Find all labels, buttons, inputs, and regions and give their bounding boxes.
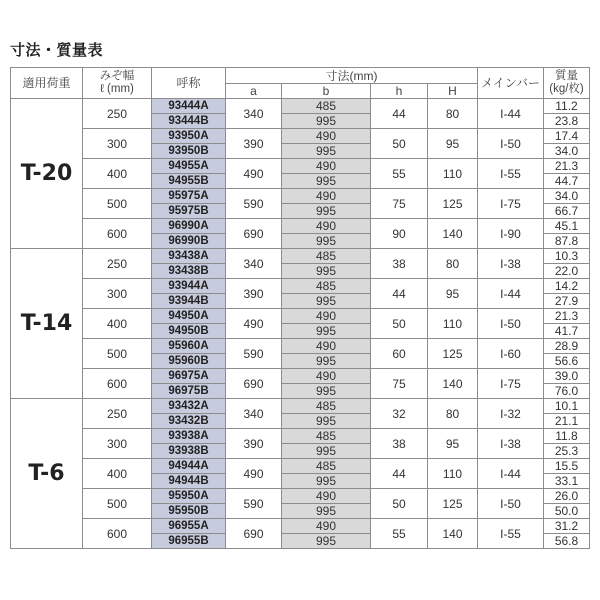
main-bar: I-50 (478, 129, 544, 159)
main-bar: I-55 (478, 519, 544, 549)
header-mass-line1: 質量 (555, 70, 578, 82)
main-bar: I-38 (478, 249, 544, 279)
product-code: 96955B (152, 534, 226, 549)
main-bar: I-50 (478, 489, 544, 519)
table-row (11, 129, 590, 144)
main-bar: I-44 (478, 279, 544, 309)
dim-a: 340 (226, 99, 282, 129)
dim-b: 490 (282, 369, 371, 384)
mass-value: 17.4 (544, 129, 590, 144)
dim-a: 490 (226, 459, 282, 489)
groove-width: 300 (83, 279, 152, 309)
dim-b: 485 (282, 459, 371, 474)
mass-value: 41.7 (544, 324, 590, 339)
groove-width: 600 (83, 519, 152, 549)
mass-value: 23.8 (544, 114, 590, 129)
dim-b: 995 (282, 534, 371, 549)
dim-b: 490 (282, 489, 371, 504)
dim-h: 75 (371, 369, 428, 399)
groove-width: 500 (83, 489, 152, 519)
header-a: a (226, 84, 282, 99)
main-bar: I-75 (478, 369, 544, 399)
header-width-line1: みぞ幅 (99, 70, 135, 82)
product-code: 94944B (152, 474, 226, 489)
groove-width: 300 (83, 429, 152, 459)
mass-value: 31.2 (544, 519, 590, 534)
dim-h: 55 (371, 519, 428, 549)
table-row (11, 249, 590, 264)
mass-value: 45.1 (544, 219, 590, 234)
groove-width: 600 (83, 369, 152, 399)
dim-H: 80 (428, 99, 478, 129)
dim-a: 590 (226, 189, 282, 219)
main-bar: I-90 (478, 219, 544, 249)
groove-width: 400 (83, 159, 152, 189)
dim-b: 995 (282, 354, 371, 369)
mass-value: 26.0 (544, 489, 590, 504)
dim-h: 90 (371, 219, 428, 249)
mass-value: 14.2 (544, 279, 590, 294)
dim-h: 44 (371, 459, 428, 489)
mass-value: 21.1 (544, 414, 590, 429)
dim-H: 125 (428, 489, 478, 519)
dim-H: 110 (428, 309, 478, 339)
mass-value: 66.7 (544, 204, 590, 219)
product-code: 94950B (152, 324, 226, 339)
product-code: 96975B (152, 384, 226, 399)
dim-H: 95 (428, 429, 478, 459)
main-bar: I-55 (478, 159, 544, 189)
mass-value: 34.0 (544, 189, 590, 204)
groove-width: 250 (83, 249, 152, 279)
dim-H: 140 (428, 519, 478, 549)
table-row (11, 489, 590, 504)
table-row (11, 369, 590, 384)
dim-b: 490 (282, 159, 371, 174)
mass-value: 87.8 (544, 234, 590, 249)
dim-H: 140 (428, 369, 478, 399)
dim-b: 995 (282, 444, 371, 459)
dim-a: 340 (226, 399, 282, 429)
product-code: 95975B (152, 204, 226, 219)
dim-b: 995 (282, 294, 371, 309)
product-code: 96955A (152, 519, 226, 534)
main-bar: I-44 (478, 459, 544, 489)
product-code: 93938A (152, 429, 226, 444)
dim-b: 490 (282, 189, 371, 204)
dim-b: 485 (282, 279, 371, 294)
dim-H: 95 (428, 279, 478, 309)
dim-a: 390 (226, 279, 282, 309)
mass-value: 25.3 (544, 444, 590, 459)
table-row (11, 459, 590, 474)
product-code: 96975A (152, 369, 226, 384)
dim-h: 50 (371, 489, 428, 519)
mass-value: 50.0 (544, 504, 590, 519)
dim-b: 995 (282, 264, 371, 279)
dim-H: 110 (428, 459, 478, 489)
dim-b: 490 (282, 519, 371, 534)
groove-width: 300 (83, 129, 152, 159)
dim-h: 50 (371, 129, 428, 159)
mass-value: 27.9 (544, 294, 590, 309)
main-bar: I-32 (478, 399, 544, 429)
dim-b: 490 (282, 219, 371, 234)
dim-b: 995 (282, 504, 371, 519)
dim-a: 590 (226, 489, 282, 519)
table-row (11, 519, 590, 534)
table-body (11, 99, 590, 549)
product-code: 93438A (152, 249, 226, 264)
dim-a: 390 (226, 429, 282, 459)
product-code: 95960B (152, 354, 226, 369)
dim-b: 490 (282, 339, 371, 354)
dim-h: 60 (371, 339, 428, 369)
groove-width: 500 (83, 339, 152, 369)
dimension-mass-table (10, 67, 590, 549)
product-code: 93950A (152, 129, 226, 144)
groove-width: 400 (83, 309, 152, 339)
dim-b: 995 (282, 324, 371, 339)
dim-b: 485 (282, 99, 371, 114)
product-code: 95960A (152, 339, 226, 354)
dim-h: 38 (371, 249, 428, 279)
header-width (83, 68, 152, 99)
main-bar: I-60 (478, 339, 544, 369)
dim-H: 80 (428, 399, 478, 429)
product-code: 94950A (152, 309, 226, 324)
dim-h: 75 (371, 189, 428, 219)
main-bar: I-44 (478, 99, 544, 129)
mass-value: 39.0 (544, 369, 590, 384)
groove-width: 250 (83, 399, 152, 429)
dim-H: 125 (428, 189, 478, 219)
groove-width: 400 (83, 459, 152, 489)
header-width-line2: ℓ (mm) (100, 83, 134, 95)
dim-b: 995 (282, 384, 371, 399)
product-code: 94944A (152, 459, 226, 474)
product-code: 95950A (152, 489, 226, 504)
dim-a: 340 (226, 249, 282, 279)
groove-width: 250 (83, 99, 152, 129)
dim-H: 110 (428, 159, 478, 189)
dim-H: 80 (428, 249, 478, 279)
table-row (11, 219, 590, 234)
header-dimensions: 寸法(mm) (226, 68, 478, 84)
load-class: T-20 (11, 99, 83, 249)
dim-b: 995 (282, 144, 371, 159)
dim-H: 140 (428, 219, 478, 249)
dim-b: 490 (282, 129, 371, 144)
header-b: b (282, 84, 371, 99)
header-main-bar: メインバー (478, 68, 544, 99)
dim-h: 50 (371, 309, 428, 339)
mass-value: 11.2 (544, 99, 590, 114)
dim-a: 490 (226, 159, 282, 189)
dim-a: 690 (226, 519, 282, 549)
mass-value: 22.0 (544, 264, 590, 279)
dim-b: 995 (282, 414, 371, 429)
header-name: 呼称 (152, 68, 226, 99)
dim-H: 125 (428, 339, 478, 369)
product-code: 93938B (152, 444, 226, 459)
dim-b: 485 (282, 399, 371, 414)
dim-b: 995 (282, 204, 371, 219)
product-code: 96990B (152, 234, 226, 249)
mass-value: 15.5 (544, 459, 590, 474)
dim-b: 995 (282, 174, 371, 189)
dim-h: 32 (371, 399, 428, 429)
product-code: 93438B (152, 264, 226, 279)
load-class: T-6 (11, 399, 83, 549)
mass-value: 56.6 (544, 354, 590, 369)
mass-value: 44.7 (544, 174, 590, 189)
dim-H: 95 (428, 129, 478, 159)
dim-b: 995 (282, 114, 371, 129)
product-code: 95950B (152, 504, 226, 519)
table-row (11, 429, 590, 444)
dim-b: 485 (282, 429, 371, 444)
main-bar: I-75 (478, 189, 544, 219)
dim-a: 690 (226, 369, 282, 399)
dim-b: 485 (282, 249, 371, 264)
product-code: 96990A (152, 219, 226, 234)
dim-a: 390 (226, 129, 282, 159)
mass-value: 28.9 (544, 339, 590, 354)
table-row (11, 159, 590, 174)
table-title: 寸法・質量表 (10, 41, 104, 59)
table-row (11, 309, 590, 324)
dim-a: 590 (226, 339, 282, 369)
dim-b: 490 (282, 309, 371, 324)
main-bar: I-38 (478, 429, 544, 459)
table-row (11, 399, 590, 414)
product-code: 93944B (152, 294, 226, 309)
dim-b: 995 (282, 234, 371, 249)
table-row (11, 189, 590, 204)
product-code: 93432B (152, 414, 226, 429)
header-H: H (428, 84, 478, 99)
mass-value: 10.1 (544, 399, 590, 414)
mass-value: 10.3 (544, 249, 590, 264)
table-row (11, 339, 590, 354)
product-code: 93950B (152, 144, 226, 159)
main-bar: I-50 (478, 309, 544, 339)
product-code: 95975A (152, 189, 226, 204)
mass-value: 76.0 (544, 384, 590, 399)
dim-h: 38 (371, 429, 428, 459)
mass-value: 21.3 (544, 309, 590, 324)
table-row (11, 99, 590, 114)
load-class: T-14 (11, 249, 83, 399)
mass-value: 11.8 (544, 429, 590, 444)
dim-a: 690 (226, 219, 282, 249)
dim-a: 490 (226, 309, 282, 339)
product-code: 94955B (152, 174, 226, 189)
product-code: 93444B (152, 114, 226, 129)
mass-value: 21.3 (544, 159, 590, 174)
table-row (11, 279, 590, 294)
product-code: 94955A (152, 159, 226, 174)
groove-width: 600 (83, 219, 152, 249)
dim-h: 44 (371, 279, 428, 309)
groove-width: 500 (83, 189, 152, 219)
dim-h: 55 (371, 159, 428, 189)
header-load: 適用荷重 (11, 68, 83, 99)
header-mass-line2: (kg/枚) (549, 83, 584, 95)
product-code: 93432A (152, 399, 226, 414)
header-mass (544, 68, 590, 99)
mass-value: 56.8 (544, 534, 590, 549)
product-code: 93444A (152, 99, 226, 114)
header-h: h (371, 84, 428, 99)
mass-value: 34.0 (544, 144, 590, 159)
dim-h: 44 (371, 99, 428, 129)
mass-value: 33.1 (544, 474, 590, 489)
product-code: 93944A (152, 279, 226, 294)
dim-b: 995 (282, 474, 371, 489)
